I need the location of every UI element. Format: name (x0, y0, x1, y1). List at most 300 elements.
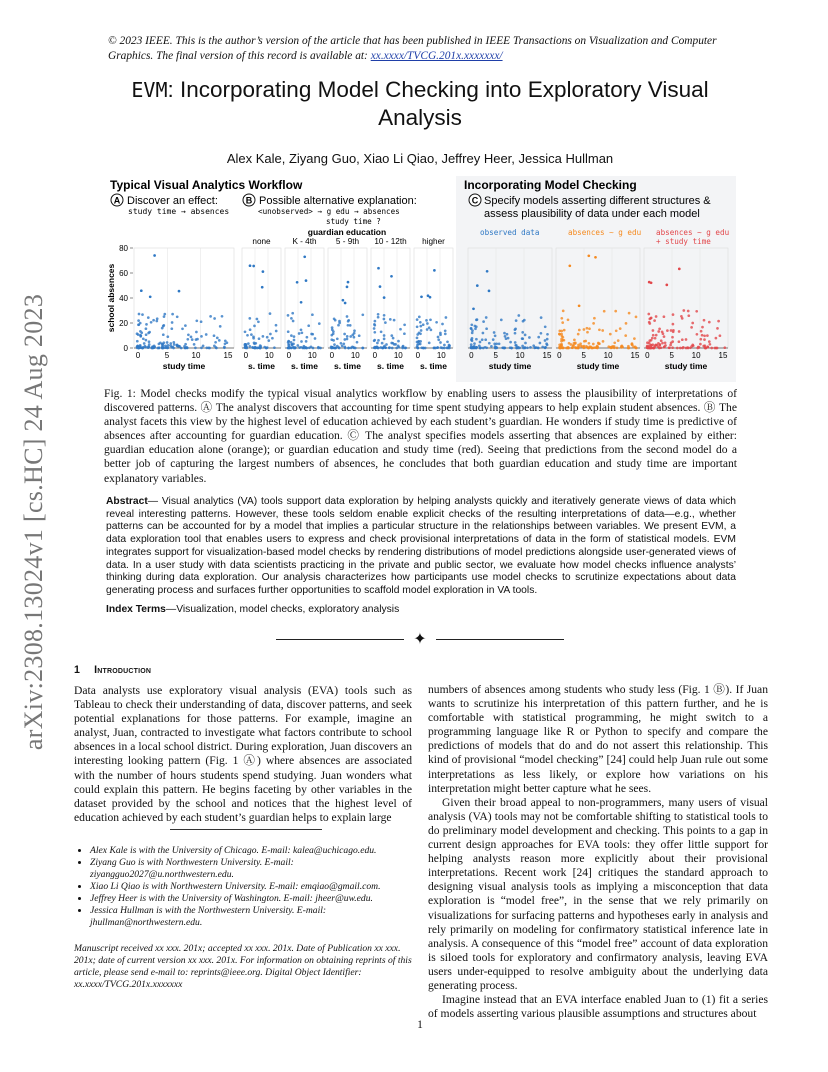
panel-a-point (200, 320, 203, 323)
panel-c-model-point (514, 328, 517, 331)
panel-b-facet-point (424, 347, 427, 350)
panel-b-facet-point (361, 313, 364, 316)
panel-b-facet-point (381, 342, 384, 345)
panel-c-model-x-tick: 5 (493, 351, 498, 360)
y-tick-label: 0 (123, 344, 128, 353)
panel-b-facet-x-tick: 0 (286, 351, 292, 360)
index-terms-body: —Visualization, model checks, exploratory analysis (165, 604, 400, 615)
panel-b-facet-point (437, 338, 440, 341)
panel-c-model-point (522, 320, 525, 323)
panel-c-model-point (526, 346, 529, 349)
facet-label: K - 4th (292, 237, 317, 246)
panel-c-model-point (670, 341, 673, 344)
model-label: + study time (656, 237, 711, 246)
panel-b-facet-point (338, 320, 341, 323)
doi-link[interactable]: xx.xxxx/TVCG.201x.xxxxxxx/ (370, 50, 503, 62)
panel-a-point (142, 337, 145, 340)
panel-a-point (142, 346, 145, 349)
panel-b-facet-point (258, 347, 261, 350)
panel-a-point (147, 332, 150, 335)
panel-c-model-x-label: study time (576, 361, 620, 371)
panel-b-facet-point (395, 347, 398, 350)
panel-a-point (181, 327, 184, 330)
panel-b-facet-x-label: s. time (291, 361, 318, 371)
panel-b-facet-point (383, 338, 386, 341)
panel-b-facet-point (311, 333, 314, 336)
panel-c-model-point (471, 339, 474, 342)
divider-line-left (276, 639, 404, 640)
panel-b-facet-outlier (342, 299, 345, 302)
panel-a-point (163, 313, 166, 316)
panel-c-model-point (695, 310, 698, 313)
panel-b-facet-point (422, 323, 425, 326)
panel-b-facet-point (390, 342, 393, 345)
panel-c-model-point (661, 342, 664, 345)
panel-b-facet-outlier (344, 302, 347, 305)
panel-a-point (152, 346, 155, 349)
panel-b-facet-outlier (261, 286, 264, 289)
panel-c-model-point (710, 347, 713, 350)
panel-c-model-point (627, 347, 630, 350)
panel-b-facet-point (256, 318, 259, 321)
panel-c-model-point (563, 339, 566, 342)
panel-c-model-point (500, 319, 503, 322)
panel-c-model-point (616, 347, 619, 350)
index-terms (106, 604, 736, 615)
panel-b-facet-point (403, 323, 406, 326)
panel-b-facet-point (287, 340, 290, 343)
body-column-left (74, 684, 412, 825)
panel-c-model-point (655, 334, 658, 337)
panel-c-model-point (690, 326, 693, 329)
panel-c-model-point (515, 344, 518, 347)
panel-b-facet-point (361, 347, 364, 350)
panel-b-facet-x-label: s. time (377, 361, 404, 371)
panel-b-facet-outlier (377, 267, 380, 270)
panel-c-model-point (488, 342, 491, 345)
panel-c-model-point (470, 343, 473, 346)
panel-b-facet-point (351, 345, 354, 348)
panel-c-model-point (558, 343, 561, 346)
panel-b-facet-outlier (383, 296, 386, 299)
panel-c-model-point (479, 347, 482, 350)
panel-c-model-point (514, 332, 517, 335)
panel-b-facet-point (334, 319, 337, 322)
panel-b-facet-point (248, 317, 251, 320)
panel-b-facet-point (273, 346, 276, 349)
panel-c-model-point (701, 334, 704, 337)
panel-c-model-point (652, 329, 655, 332)
panel-c-model-point (560, 333, 563, 336)
panel-c-model-point (475, 319, 478, 322)
panel-c-model-point (671, 336, 674, 339)
title-acronym: EVM (131, 78, 168, 102)
panel-a-point (148, 340, 151, 343)
panel-c-model-point (628, 312, 631, 315)
panel-b-facet-point (383, 334, 386, 337)
panel-a-point (162, 333, 165, 336)
panel-c-model-point (633, 337, 636, 340)
panel-c-model-point (601, 329, 604, 332)
panel-b-facet-point (319, 347, 322, 350)
panel-c-model-outlier (678, 268, 681, 271)
panel-c-model-point (562, 347, 565, 350)
affiliation-item: • Jeffrey Heer is with the University of Washington. E-mail: jheer@uw.edu. (90, 893, 414, 905)
panel-c-model-point (678, 340, 681, 343)
panel-b-facet-point (338, 347, 341, 350)
panel-c-model-point (609, 333, 612, 336)
panel-a-point (145, 327, 148, 330)
panel-c-model-point (699, 343, 702, 346)
panel-c-model-outlier (578, 304, 581, 307)
panel-b-facet-point (257, 320, 260, 323)
panel-c-model-x-tick: 10 (691, 351, 701, 360)
panel-c-model-outlier (594, 256, 597, 259)
panel-a-point (209, 315, 212, 318)
panel-c-model-point (507, 337, 510, 340)
panel-b-facet-frame (242, 248, 281, 348)
panel-a-point (218, 339, 221, 342)
panel-c-model-point (708, 340, 711, 343)
panel-b-facet-point (447, 347, 450, 350)
panel-a-point (155, 320, 158, 323)
panel-a-point (186, 338, 189, 341)
panel-b-facet-point (292, 320, 295, 323)
panel-b-facet-point (353, 329, 356, 332)
panel-c-model-point (470, 346, 473, 349)
panel-c-model-point (546, 338, 549, 341)
panel-b-facet-point (244, 343, 247, 346)
panel-c-model-x-tick: 0 (645, 351, 650, 360)
panel-b-facet-point (311, 313, 314, 316)
panel-a-point (191, 338, 194, 341)
panel-c-model-point (492, 338, 495, 341)
step-a-formula: study time → absences (128, 207, 230, 216)
step-c-label-line2: assess plausibility of data under each model (484, 208, 700, 220)
badge-a: A (113, 195, 121, 206)
left-panel-title: Typical Visual Analytics Workflow (110, 178, 303, 192)
page-number: 1 (417, 1019, 423, 1031)
panel-c-model-point (558, 333, 561, 336)
panel-b-facet-point (380, 330, 383, 333)
step-c-label-line1: Specify models asserting different structures & (484, 195, 711, 207)
panel-c-model-x-tick: 10 (515, 351, 525, 360)
teaser-figure (104, 174, 736, 382)
panel-b-facet-point (253, 325, 256, 328)
panel-c-model-point (475, 338, 478, 341)
panel-b-facet-point (390, 334, 393, 337)
panel-c-model-point (563, 329, 566, 332)
panel-c-model-point (574, 342, 577, 345)
panel-a-point (166, 341, 169, 344)
panel-a-point (195, 331, 198, 334)
panel-b-facet-point (349, 324, 352, 327)
panel-b-facet-point (307, 324, 310, 327)
figure-caption: Fig. 1: Model checks modify the typical visual analytics workflow by enabling users to assess the plausibility of interpretations of discovered patterns. Ⓐ The analyst discovers that accounting for time spent studying appears to help explain student absences. Ⓑ The analyst facets this view by the highest level of education achieved by each student’s guardian. He wonders if study time is predictive of absences after accounting for guardian education. Ⓒ The analyst specifies models asserting that absences are explained by either: guardian education alone (orange); or guardian education and study time (red). Seeing that predictions from the second model do a better job of capturing the largest numbers of absences, he concludes that both guardian education and study time are important explanatory variables. (104, 387, 737, 485)
panel-c-model-point (482, 320, 485, 323)
panel-b-facet-point (347, 324, 350, 327)
panel-c-model-point (471, 332, 474, 335)
panel-c-model-point (485, 327, 488, 330)
panel-b-facet-point (435, 321, 438, 324)
panel-b-facet-point (439, 341, 442, 344)
panel-b-facet-point (373, 339, 376, 342)
panel-c-model-point (540, 332, 543, 335)
panel-c-model-point (635, 347, 638, 350)
panel-a-point (165, 346, 168, 349)
panel-c-model-point (481, 338, 484, 341)
panel-b-facet-outlier (249, 264, 252, 267)
panel-c-model-point (717, 320, 720, 323)
panel-c-model-point (471, 337, 474, 340)
panel-b-facet-x-label: s. time (420, 361, 447, 371)
panel-c-model-outlier (476, 284, 479, 287)
panel-b-facet-point (384, 346, 387, 349)
panel-c-model-point (493, 331, 496, 334)
panel-b-facet-point (293, 339, 296, 342)
panel-c-model-point (719, 334, 722, 337)
panel-b-facet-point (419, 321, 422, 324)
panel-b-facet-point (417, 347, 420, 350)
panel-c-model-point (687, 310, 690, 313)
panel-b-facet-point (300, 328, 303, 331)
panel-c-model-point (509, 341, 512, 344)
panel-b-facet-point (265, 347, 268, 350)
panel-a-point (137, 319, 140, 322)
panel-c-model-point (610, 346, 613, 349)
panel-b-facet-point (373, 331, 376, 334)
panel-a-point (156, 317, 159, 320)
section-divider (276, 630, 564, 650)
panel-b-facet-point (416, 344, 419, 347)
panel-b-facet-point (356, 341, 359, 344)
panel-b-facet-point (399, 328, 402, 331)
panel-c-model-point (544, 347, 547, 350)
panel-c-model-point (703, 334, 706, 337)
panel-a-point (167, 344, 170, 347)
panel-b-facet-point (403, 332, 406, 335)
panel-a-point (195, 319, 198, 322)
panel-b-facet-point (271, 337, 274, 340)
panel-b-facet-point (346, 315, 349, 318)
panel-c-model-x-tick: 15 (542, 351, 552, 360)
panel-b-facet-point (416, 325, 419, 328)
panel-b-facet-point (291, 312, 294, 315)
panel-c-model-point (631, 342, 634, 345)
paper-title (120, 76, 720, 132)
panel-c-model-point (663, 315, 666, 318)
panel-c-model-point (586, 327, 589, 330)
panel-c-model-point (560, 338, 563, 341)
panel-c-model-point (567, 347, 570, 350)
panel-c-model-point (676, 347, 679, 350)
section-number: 1 (74, 664, 81, 676)
panel-a-point (169, 342, 172, 345)
panel-c-model-point (700, 330, 703, 333)
panel-b-facet-outlier (379, 285, 382, 288)
panel-b-facet-point (441, 323, 444, 326)
panel-c-model-point (657, 330, 660, 333)
panel-c-model-point (709, 343, 712, 346)
panel-c-model-point (715, 337, 718, 340)
panel-b-facet-outlier (433, 269, 436, 272)
panel-b-facet-point (258, 337, 261, 340)
panel-c-model-point (484, 346, 487, 349)
panel-c-model-point (660, 339, 663, 342)
panel-c-model-point (715, 347, 718, 350)
panel-c-model-point (648, 321, 651, 324)
panel-b-facet-point (334, 347, 337, 350)
panel-a-point (158, 343, 161, 346)
panel-c-model-x-tick: 0 (469, 351, 474, 360)
panel-b-facet-outlier (346, 286, 349, 289)
panel-b-facet-point (244, 330, 247, 333)
panel-c-model-point (560, 330, 563, 333)
panel-c-model-point (682, 309, 685, 312)
panel-a-point (171, 313, 174, 316)
panel-c-model-point (503, 332, 506, 335)
panel-a-point (172, 341, 175, 344)
panel-c-model-outlier (568, 264, 571, 267)
panel-c-model-point (681, 317, 684, 320)
intro-paragraph-2: numbers of absences among students who study less (Fig. 1 Ⓑ). If Juan wants to scrutinize his interpretation of this pattern further, and he is comfortable with statistical programming, he might switch to a programming language like R or Python to specify and compare the predictions of models that do and do not assert this relationship. This kind of provisional “model checking” [24] could help Juan rule out some interpretations as less likely, or explore how variations on his interpretation might better capture what he sees. (428, 683, 768, 795)
panel-b-facet-point (443, 344, 446, 347)
panel-c-model-point (664, 341, 667, 344)
panel-b-facet-point (333, 343, 336, 346)
panel-c-model-point (691, 322, 694, 325)
panel-b-facet-point (392, 337, 395, 340)
panel-b-facet-point (269, 333, 272, 336)
panel-a-point (213, 334, 216, 337)
panel-c-model-point (504, 335, 507, 338)
panel-b-facet-point (247, 342, 250, 345)
panel-a-point (176, 315, 179, 318)
facet-label: 10 - 12th (374, 237, 407, 246)
panel-c-model-point (597, 342, 600, 345)
panel-b-facet-point (446, 340, 449, 343)
panel-a-point (202, 345, 205, 348)
panel-b-facet-point (436, 346, 439, 349)
panel-c-model-point (703, 338, 706, 341)
panel-c-model-point (473, 342, 476, 345)
y-tick-label: 20 (119, 319, 128, 328)
panel-c-model-point (701, 326, 704, 329)
panel-a-point (216, 337, 219, 340)
panel-c-model-point (506, 333, 509, 336)
panel-a-point (200, 335, 203, 338)
panel-b-facet-point (314, 337, 317, 340)
panel-c-model-x-tick: 5 (669, 351, 674, 360)
panel-c-model-point (532, 344, 535, 347)
panel-c-model-point (592, 343, 595, 346)
body-column-right (428, 683, 768, 1021)
divider-diamond-icon: ✦ (413, 629, 427, 648)
panel-b-facet-point (439, 333, 442, 336)
panel-b-facet-point (440, 346, 443, 349)
panel-a-point (215, 347, 218, 350)
panel-b-facet-point (419, 325, 422, 328)
panel-a-point (145, 346, 148, 349)
panel-b-facet-outlier (252, 265, 255, 268)
panel-b-facet-point (374, 320, 377, 323)
panel-c-model-point (682, 346, 685, 349)
panel-a-x-label: study time (162, 361, 206, 371)
panel-c-model-point (702, 345, 705, 348)
panel-b-facet-outlier (296, 281, 299, 284)
panel-b-facet-point (252, 335, 255, 338)
panel-b-facet-point (343, 346, 346, 349)
panel-b-facet-point (306, 336, 309, 339)
affiliation-item: • Ziyang Guo is with Northwestern University. E-mail: ziyangguo2027@u.northwestern.edu. (90, 857, 414, 881)
panel-c-model-point (657, 342, 660, 345)
panel-c-model-point (515, 319, 518, 322)
panel-c-model-point (541, 346, 544, 349)
panel-c-model-point (603, 310, 606, 313)
abstract-label: Abstract (106, 496, 148, 507)
panel-b-facet-x-label: s. time (248, 361, 275, 371)
panel-b-facet-outlier (420, 295, 423, 298)
panel-b-facet-point (448, 344, 451, 347)
panel-a-point (170, 327, 173, 330)
panel-b-facet-point (259, 344, 262, 347)
panel-a-point (150, 321, 153, 324)
panel-b-facet-point (287, 330, 290, 333)
panel-c-model-point (540, 316, 543, 319)
panel-b-facet-point (343, 338, 346, 341)
panel-a-point (205, 347, 208, 350)
right-panel-title: Incorporating Model Checking (464, 178, 637, 192)
model-label: absences ~ g edu (656, 228, 730, 237)
panel-c-model-point (617, 339, 620, 342)
panel-c-model-point (666, 329, 669, 332)
panel-a-point (145, 323, 148, 326)
panel-c-model-point (703, 319, 706, 322)
panel-b-facet-point (275, 330, 278, 333)
panel-b-facet-point (343, 333, 346, 336)
panel-b-facet-point (373, 327, 376, 330)
panel-a-point (145, 339, 148, 342)
model-label: absences ~ g edu (568, 228, 642, 237)
panel-c-model-point (482, 332, 485, 335)
panel-a-point (214, 341, 217, 344)
panel-c-model-point (607, 345, 610, 348)
panel-b-facet-point (305, 347, 308, 350)
panel-b-facet-point (332, 339, 335, 342)
step-b-label: Possible alternative explanation: (259, 195, 417, 207)
panel-a-point (166, 335, 169, 338)
panel-b-facet-point (293, 335, 296, 338)
facet-header: guardian education (307, 227, 387, 237)
panel-a-point (138, 313, 141, 316)
panel-c-model-point (588, 342, 591, 345)
panel-b-facet-point (426, 328, 429, 331)
divider-line-right (436, 639, 564, 640)
panel-b-facet-point (391, 347, 394, 350)
panel-a-point (152, 319, 155, 322)
author-list: Alex Kale, Ziyang Guo, Xiao Li Qiao, Jeffrey Heer, Jessica Hullman (226, 151, 614, 166)
panel-c-model-point (658, 347, 661, 350)
panel-b-facet-point (416, 337, 419, 340)
panel-b-facet-point (249, 328, 252, 331)
panel-a-x-tick: 0 (135, 351, 141, 360)
panel-c-model-point (586, 331, 589, 334)
panel-c-model-point (562, 310, 565, 313)
affiliation-item: • Xiao Li Qiao is with Northwestern University. E-mail: emqiao@gmail.com. (90, 881, 414, 893)
facet-label: none (252, 237, 271, 246)
y-tick-label: 40 (119, 294, 128, 303)
panel-c-model-point (485, 316, 488, 319)
panel-c-model-point (502, 347, 505, 350)
